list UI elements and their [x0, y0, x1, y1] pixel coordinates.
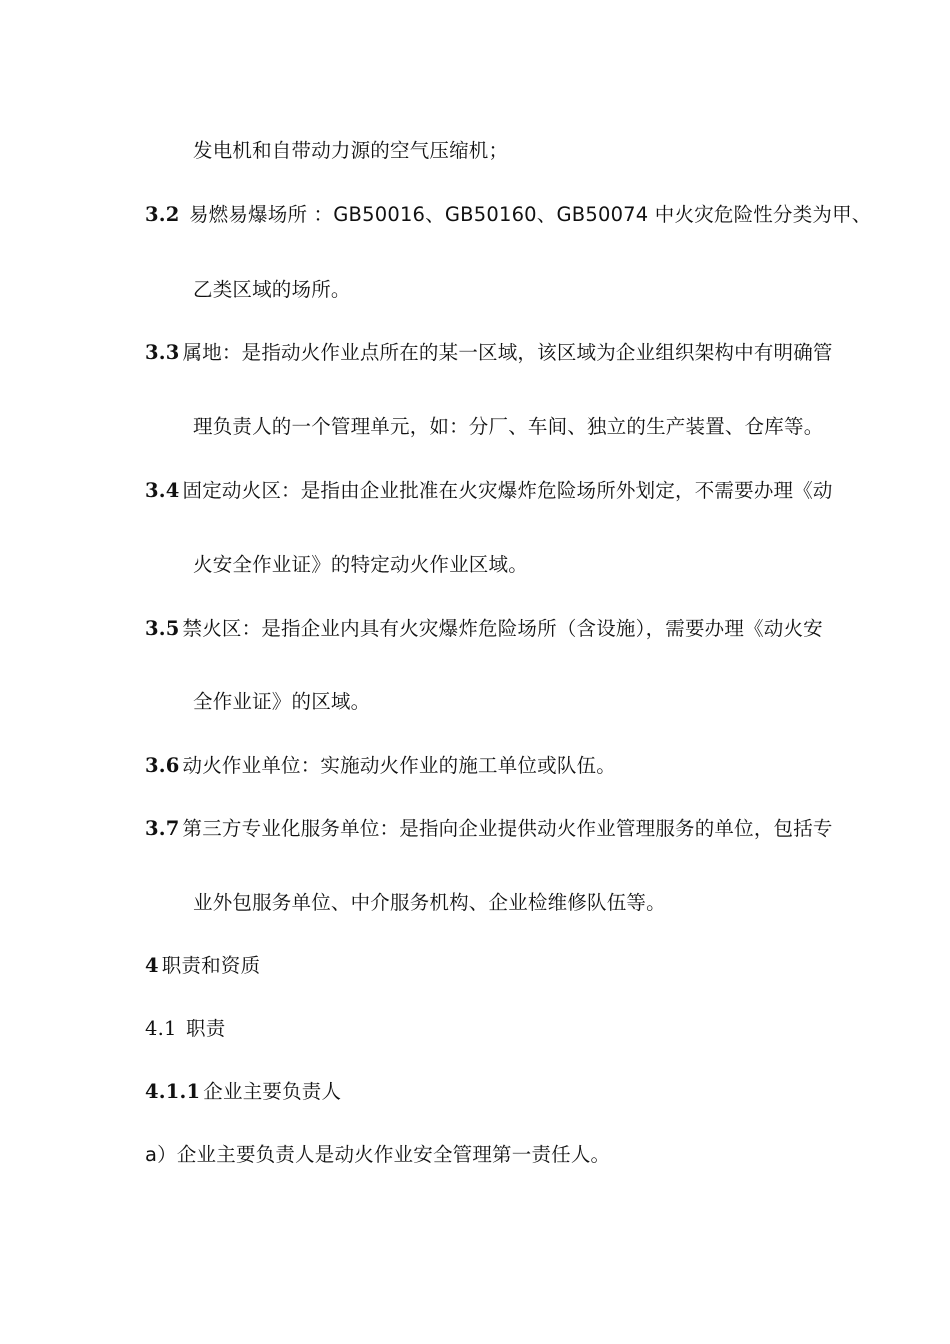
text-line: 乙类区域的场所。 [193, 278, 351, 301]
text-line: 理负责人的一个管理单元，如：分厂、车间、独立的生产装置、仓库等。 [193, 415, 824, 438]
section-3-2: 3.2 易燃易爆场所 ：GB50016、GB50160、GB50074 中火灾危险性分类为甲、 [145, 203, 872, 226]
text-line: 全作业证》的区域。 [193, 690, 371, 713]
section-3-3: 3.3 属地：是指动火作业点所在的某一区域，该区域为企业组织架构中有明确管 [145, 341, 833, 364]
section-4-heading: 4 职责和资质 [145, 954, 261, 977]
section-4-1-heading: 4.1 职责 [145, 1017, 226, 1040]
text-line: 火安全作业证》的特定动火作业区域。 [193, 553, 528, 576]
text-line: 发电机和自带动力源的空气压缩机； [193, 139, 509, 162]
section-4-1-1-heading: 4.1.1 企业主要负责人 [145, 1080, 342, 1103]
section-3-6: 3.6 动火作业单位：实施动火作业的施工单位或队伍。 [145, 754, 616, 777]
list-item-a: a）企业主要负责人是动火作业安全管理第一责任人。 [145, 1143, 611, 1166]
section-3-4: 3.4 固定动火区：是指由企业批准在火灾爆炸危险场所外划定，不需要办理《动 [145, 479, 833, 502]
section-3-5: 3.5 禁火区：是指企业内具有火灾爆炸危险场所（含设施），需要办理《动火安 [145, 617, 823, 640]
section-3-7: 3.7 第三方专业化服务单位：是指向企业提供动火作业管理服务的单位，包括专 [145, 817, 833, 840]
text-line: 业外包服务单位、中介服务机构、企业检维修队伍等。 [193, 891, 666, 914]
